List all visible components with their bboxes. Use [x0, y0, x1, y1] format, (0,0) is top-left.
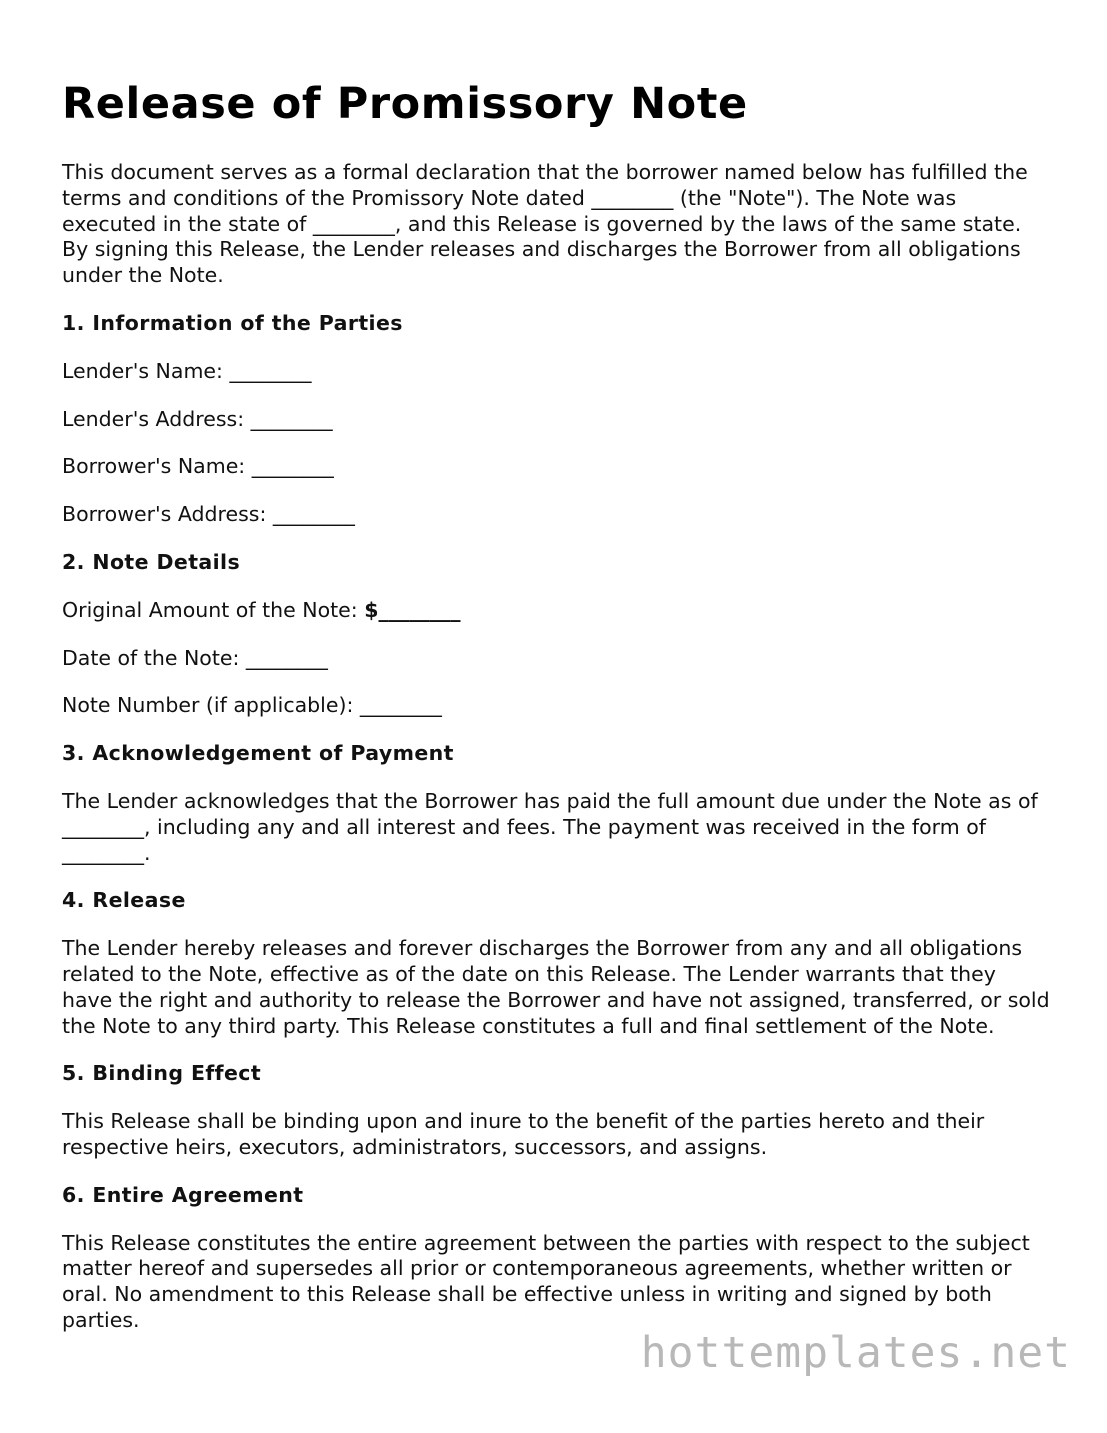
watermark: hottemplates.net — [640, 1328, 1071, 1378]
entire-agreement-paragraph: This Release constitutes the entire agreement between the parties with respect to the subject matter hereof and supersedes all prior or contemporaneous agreements, whether written or oral. No amendment to this Release shall be effective unless in writing and signed by both parties. — [62, 1230, 1030, 1332]
original-amount-field — [62, 598, 1052, 624]
section-heading-entire-agreement: 6. Entire Agreement — [62, 1182, 304, 1207]
section-heading-release: 4. Release — [62, 888, 186, 913]
original-amount-value: $________ — [364, 597, 461, 622]
binding-effect-paragraph: This Release shall be binding upon and inure to the benefit of the parties hereto and their respective heirs, executors, administrators, successors, and assigns. — [62, 1109, 985, 1159]
release-paragraph: The Lender hereby releases and forever discharges the Borrower from any and all obligations related to the Note, effective as of the date on this Release. The Lender warrants that they have the right and authority to release the Borrower and have not assigned, transferred, or sold the Note to any third party. This Release constitutes a full and final settlement of the Note. — [62, 936, 1050, 1038]
document-title: Release of Promissory Note — [62, 79, 748, 129]
section-heading-binding-effect: 5. Binding Effect — [62, 1061, 262, 1086]
note-date-field: Date of the Note: ________ — [62, 645, 328, 670]
section-heading-note-details: 2. Note Details — [62, 549, 241, 574]
document-page — [62, 78, 1052, 1334]
borrower-address-field: Borrower's Address: ________ — [62, 502, 355, 527]
section-heading-parties: 1. Information of the Parties — [62, 310, 403, 335]
lender-name-field: Lender's Name: ________ — [62, 358, 312, 383]
note-number-field: Note Number (if applicable): ________ — [62, 693, 442, 718]
acknowledgement-paragraph: The Lender acknowledges that the Borrower has paid the full amount due under the Note as of ________, including any and all interest and fees. The payment was received in the form of ________. — [62, 788, 1038, 865]
intro-paragraph: This document serves as a formal declaration that the borrower named below has fulfilled the terms and conditions of the Promissory Note dated ________ (the "Note"). The Note was executed in the state of ________, and this Release is governed by the laws of the same state. By signing this Release, the Lender releases and discharges the Borrower from all obligations under the Note. — [62, 160, 1028, 288]
lender-address-field: Lender's Address: ________ — [62, 406, 333, 431]
borrower-name-field: Borrower's Name: ________ — [62, 454, 334, 479]
section-heading-acknowledgement: 3. Acknowledgement of Payment — [62, 741, 454, 766]
original-amount-label: Original Amount of the Note: — [62, 597, 365, 622]
